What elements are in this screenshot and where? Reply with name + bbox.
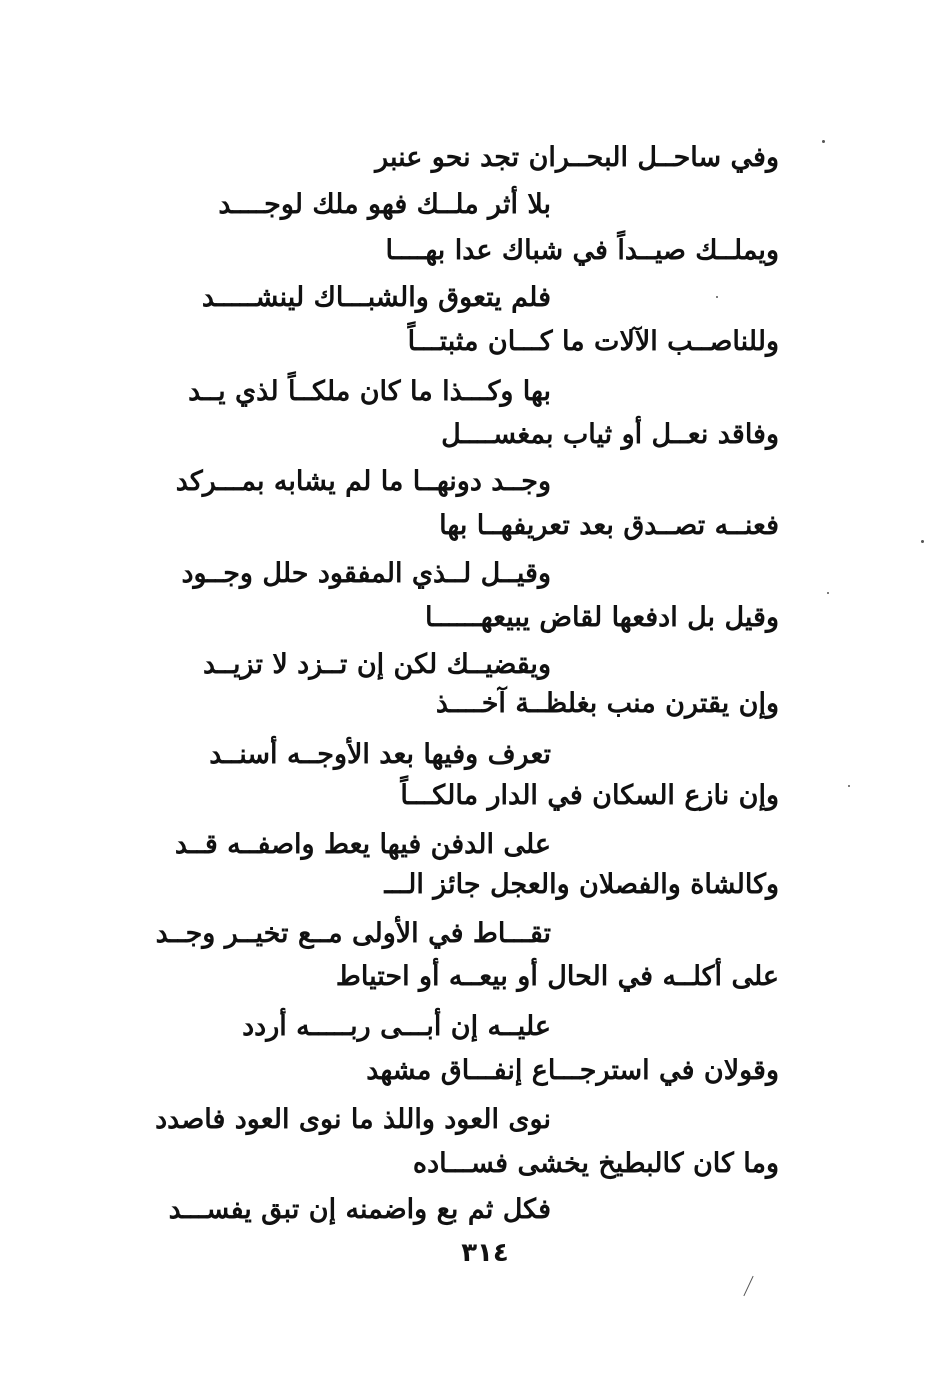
verse-line-5: وللناصــب الآلات ما كـــان مثبتـــاً [407, 326, 779, 357]
verse-line-23: وما كان كالبطيخ يخشى فســـاده [412, 1148, 779, 1179]
verse-line-11: وقيل بل ادفعها لقاض يبيعهــــــا [425, 602, 779, 633]
verse-line-14: تعرف وفيها بعد الأوجــه أسنــد [209, 739, 551, 770]
verse-line-10: وقيــل لــذي المفقود حلل وجــود [181, 558, 551, 589]
verse-line-3: ويملــك صيــداً في شباك عدا بهــــا [385, 235, 779, 266]
verse-line-19: على أكلــه في الحال أو بيعــه أو احتياط [335, 961, 779, 992]
verse-line-6: بها وكـــذا ما كان ملكــاً لذي يــد [188, 376, 551, 407]
scan-speck [827, 592, 829, 594]
verse-line-15: وإن نازع السكان في الدار مالكـــاً [400, 780, 779, 811]
verse-line-17: وكالشاة والفصلان والعجل جائز الـــ [384, 869, 779, 900]
verse-line-4: فلم يتعوق والشبـــاك لينشـــــد [201, 282, 551, 313]
verse-line-18: تقـــاط في الأولى مــع تخيــر وجــد [155, 918, 551, 949]
page-number: ٣١٤ [461, 1238, 509, 1268]
scan-speck [848, 785, 850, 787]
verse-line-22: نوى العود واللذ ما نوى العود فاصدد [155, 1104, 551, 1135]
scan-speck [921, 540, 924, 543]
scan-speck [822, 140, 825, 143]
scan-speck [743, 1276, 753, 1296]
verse-line-9: فعنــه تصــدق بعد تعريفهــا بها [439, 510, 779, 541]
verse-line-13: وإن يقترن منب بغلظــة آخــــذ [435, 688, 779, 719]
verse-line-2: بلا أثر ملــك فهو ملك لوجــــد [218, 189, 551, 220]
verse-line-8: وجــد دونهــا ما لم يشابه بمـــركد [175, 466, 551, 497]
scan-speck [716, 296, 718, 298]
verse-line-1: وفي ساحــل البحــران تجد نحو عنبر [375, 142, 779, 173]
verse-line-24: فكل ثم بع واضمنه إن تبق يفســـد [168, 1194, 551, 1225]
verse-line-16: على الدفن فيها يعط واصفــه قــد [174, 829, 551, 860]
verse-line-20: عليــه إن أبـــى ربـــــه أردد [242, 1011, 551, 1042]
verse-line-12: ويقضيــك لكن إن تــزد لا تزيــد [203, 649, 551, 680]
verse-line-7: وفاقد نعــل أو ثياب بمغســــل [441, 419, 779, 450]
verse-line-21: وقولان في استرجـــاع إنفـــاق مشهد [366, 1055, 779, 1086]
